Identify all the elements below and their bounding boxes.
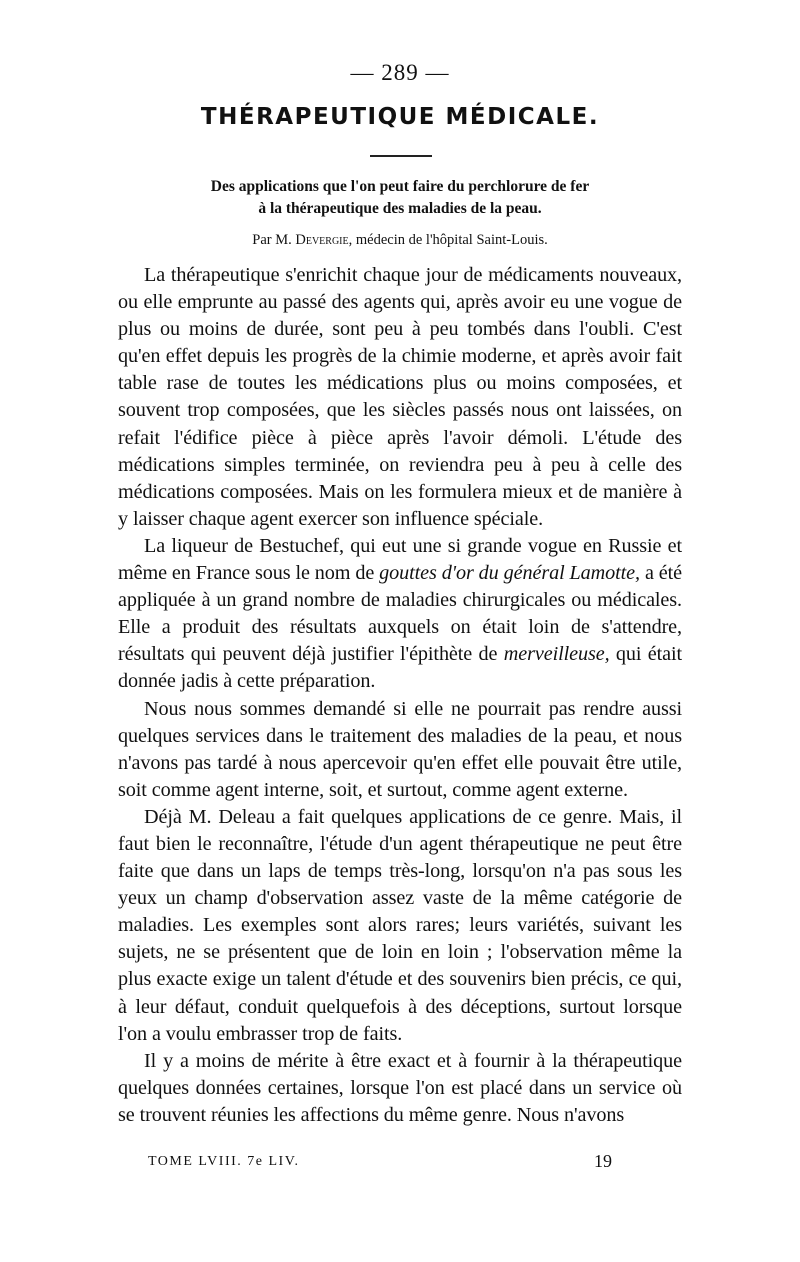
footer-signature: 19 [594,1151,612,1171]
paragraph-4: Déjà M. Deleau a fait quelques applications de ce genre. Mais, il faut bien le reconnaître, l'étude d'un agent thérapeutique ne peut être faite que dans un laps de temps très-long, lorsqu'on n'a pas sous les yeux un champ d'observation assez vaste de la même catégorie de maladies. Les exemples sont alors rares; leurs variétés, suivant les sujets, ne se présentent que de loin en loin ; l'observation même la plus exacte exige un talent d'étude et des souvenirs bien précis, ce qui, à leur défaut, conduit quelquefois à des déceptions, surtout lorsque l'on a voulu embrasser trop de faits. [118,805,682,1045]
byline-author: Devergie, [295,232,353,248]
paragraph-2-italic-1: gouttes d'or du général Lamotte, [379,562,640,585]
byline-prefix: Par M. [252,232,292,248]
article-title [60,176,740,220]
article-title-line-2: à la thérapeutique des maladies de la peau. [258,200,542,217]
paragraph-2 [118,533,682,696]
byline-suffix: médecin de l'hôpital Saint-Louis. [355,232,548,248]
paragraph-2-italic-2: merveilleuse, [503,643,610,666]
article-body [118,262,682,1129]
byline [60,232,740,249]
paragraph-5: Il y a moins de mérite à être exact et à fournir à la thérapeutique quelques données certaines, lorsque l'on est placé dans un service où se trouvent réunies les affections du même genre. Nous n'avons [118,1049,682,1126]
title-divider [370,155,432,157]
paragraph-2-text-a: La liqueur de Bestuchef, qui eut une si grande vogue en Russie et même en France sous le nom de [118,534,682,585]
section-title: THÉRAPEUTIQUE MÉDICALE. [200,104,600,130]
page-number: — 289 — [350,60,450,85]
paragraph-1: La thérapeutique s'enrichit chaque jour de médicaments nouveaux, ou elle emprunte au passé des agents qui, après avoir eu une vogue de plus ou moins de durée, sont peu à peu tombés dans l'oubli. C'est qu'en effet depuis les progrès de la chimie moderne, et après avoir fait table rase de toutes les médications plus ou moins composées, et souvent trop composées, que les siècles passés nous ont laissées, on refait l'édifice pièce à pièce après l'avoir démoli. L'étude des médications simples terminée, on reviendra peu à peu à celle des médications composées. Mais on les formulera mieux et de manière à y laisser chaque agent exercer son influence spéciale. [118,264,682,530]
paragraph-3: Nous nous sommes demandé si elle ne pourrait pas rendre aussi quelques services dans le traitement des maladies de la peau, et nous n'avons pas tardé à nous apercevoir qu'en effet elle pouvait être utile, soit comme agent interne, soit, et surtout, comme agent externe. [118,697,682,801]
article-title-line-1: Des applications que l'on peut faire du perchlorure de fer [210,178,590,195]
footer-volume: TOME LVIII. 7e LIV. [148,1154,300,1169]
paragraph-2-text-c: qui était donnée jadis à cette préparation. [118,643,683,693]
paragraph-2-text-b: a été appliquée à un grand nombre de maladies chirurgicales ou médicales. Elle a produit des résultats auxquels on était loin de s'attendre, résultats qui peuvent déjà justifier l'épithète de [118,562,683,666]
